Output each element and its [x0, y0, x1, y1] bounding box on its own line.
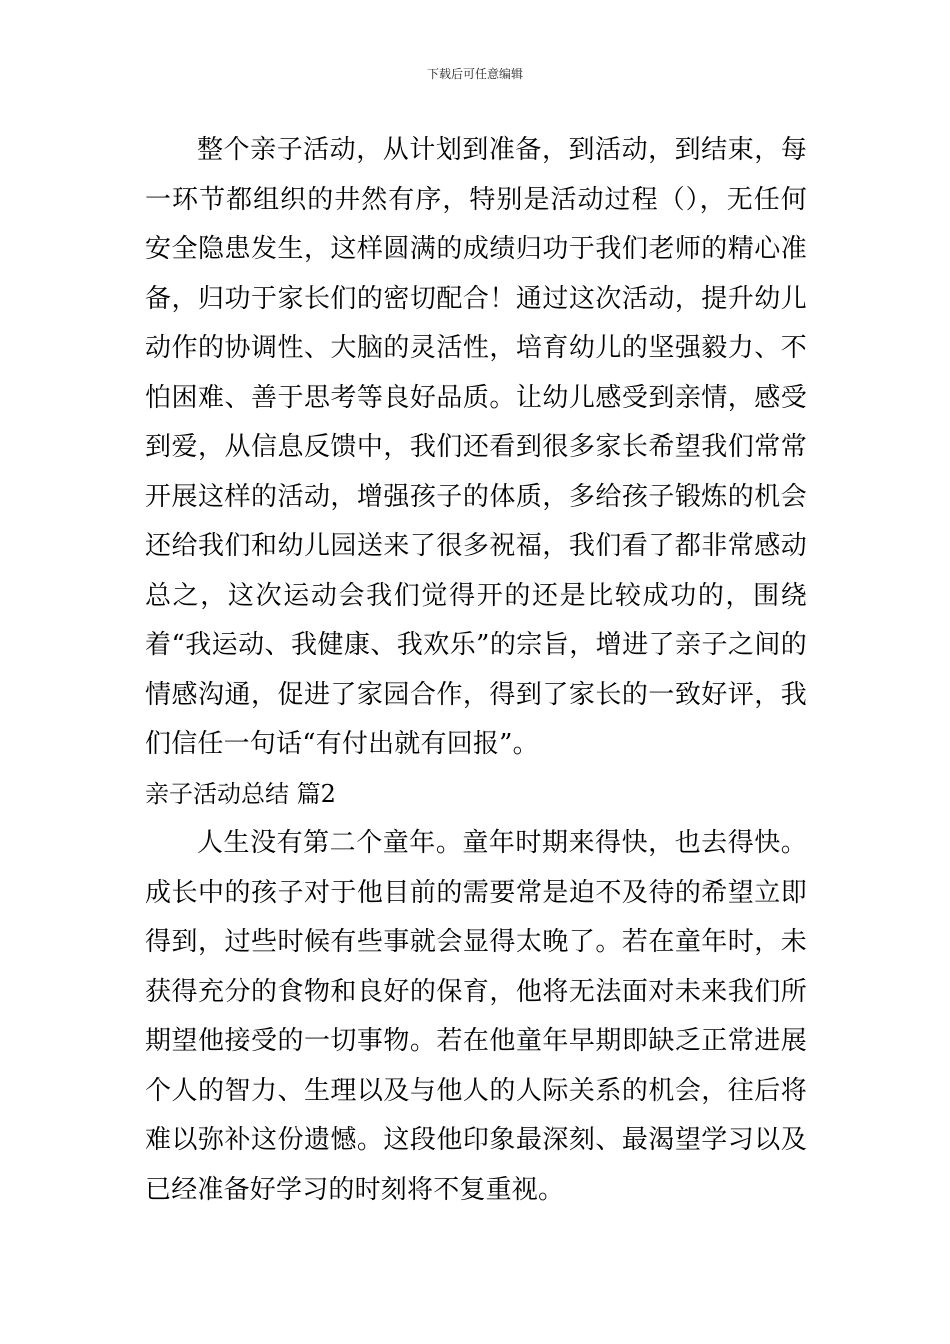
paragraph-1: 整个亲子活动，从计划到准备，到活动，到结束，每一环节都组织的井然有序，特别是活动过程（），无任何安全隐患发生，这样圆满的成绩归功于我们老师的精心准备，归功于家长们的密切配合！通过这次活动，提升幼儿动作的协调性、大脑的灵活性，培育幼儿的坚强毅力、不怕困难、善于思考等良好品质。让幼儿感受到亲情，感受到爱，从信息反馈中，我们还看到很多家长希望我们常常开展这样的活动，增强孩子的体质，多给孩子锻炼的机会还给我们和幼儿园送来了很多祝福，我们看了都非常感动总之，这次运动会我们觉得开的还是比较成功的，围绕着“我运动、我健康、我欢乐”的宗旨，增进了亲子之间的情感沟通，促进了家园合作，得到了家长的一致好评，我们信任一句话“有付出就有回报”。	[145, 135, 807, 759]
paragraph-2: 人生没有第二个童年。童年时期来得快，也去得快。成长中的孩子对于他目前的需要常是迫不及待的希望立即得到，过些时候有些事就会显得太晚了。若在童年时，未获得充分的食物和良好的保育，他将无法面对未来我们所期望他接受的一切事物。若在他童年早期即缺乏正常进展个人的智力、生理以及与他人的人际关系的机会，往后将难以弥补这份遗憾。这段他印象最深刻、最渴望学习以及已经准备好学习的时刻将不复重视。	[145, 828, 807, 1205]
section-title-2: 亲子活动总结 篇2	[145, 779, 336, 808]
page-header: 下载后可任意编辑	[426, 67, 523, 81]
document-body	[145, 126, 807, 1215]
